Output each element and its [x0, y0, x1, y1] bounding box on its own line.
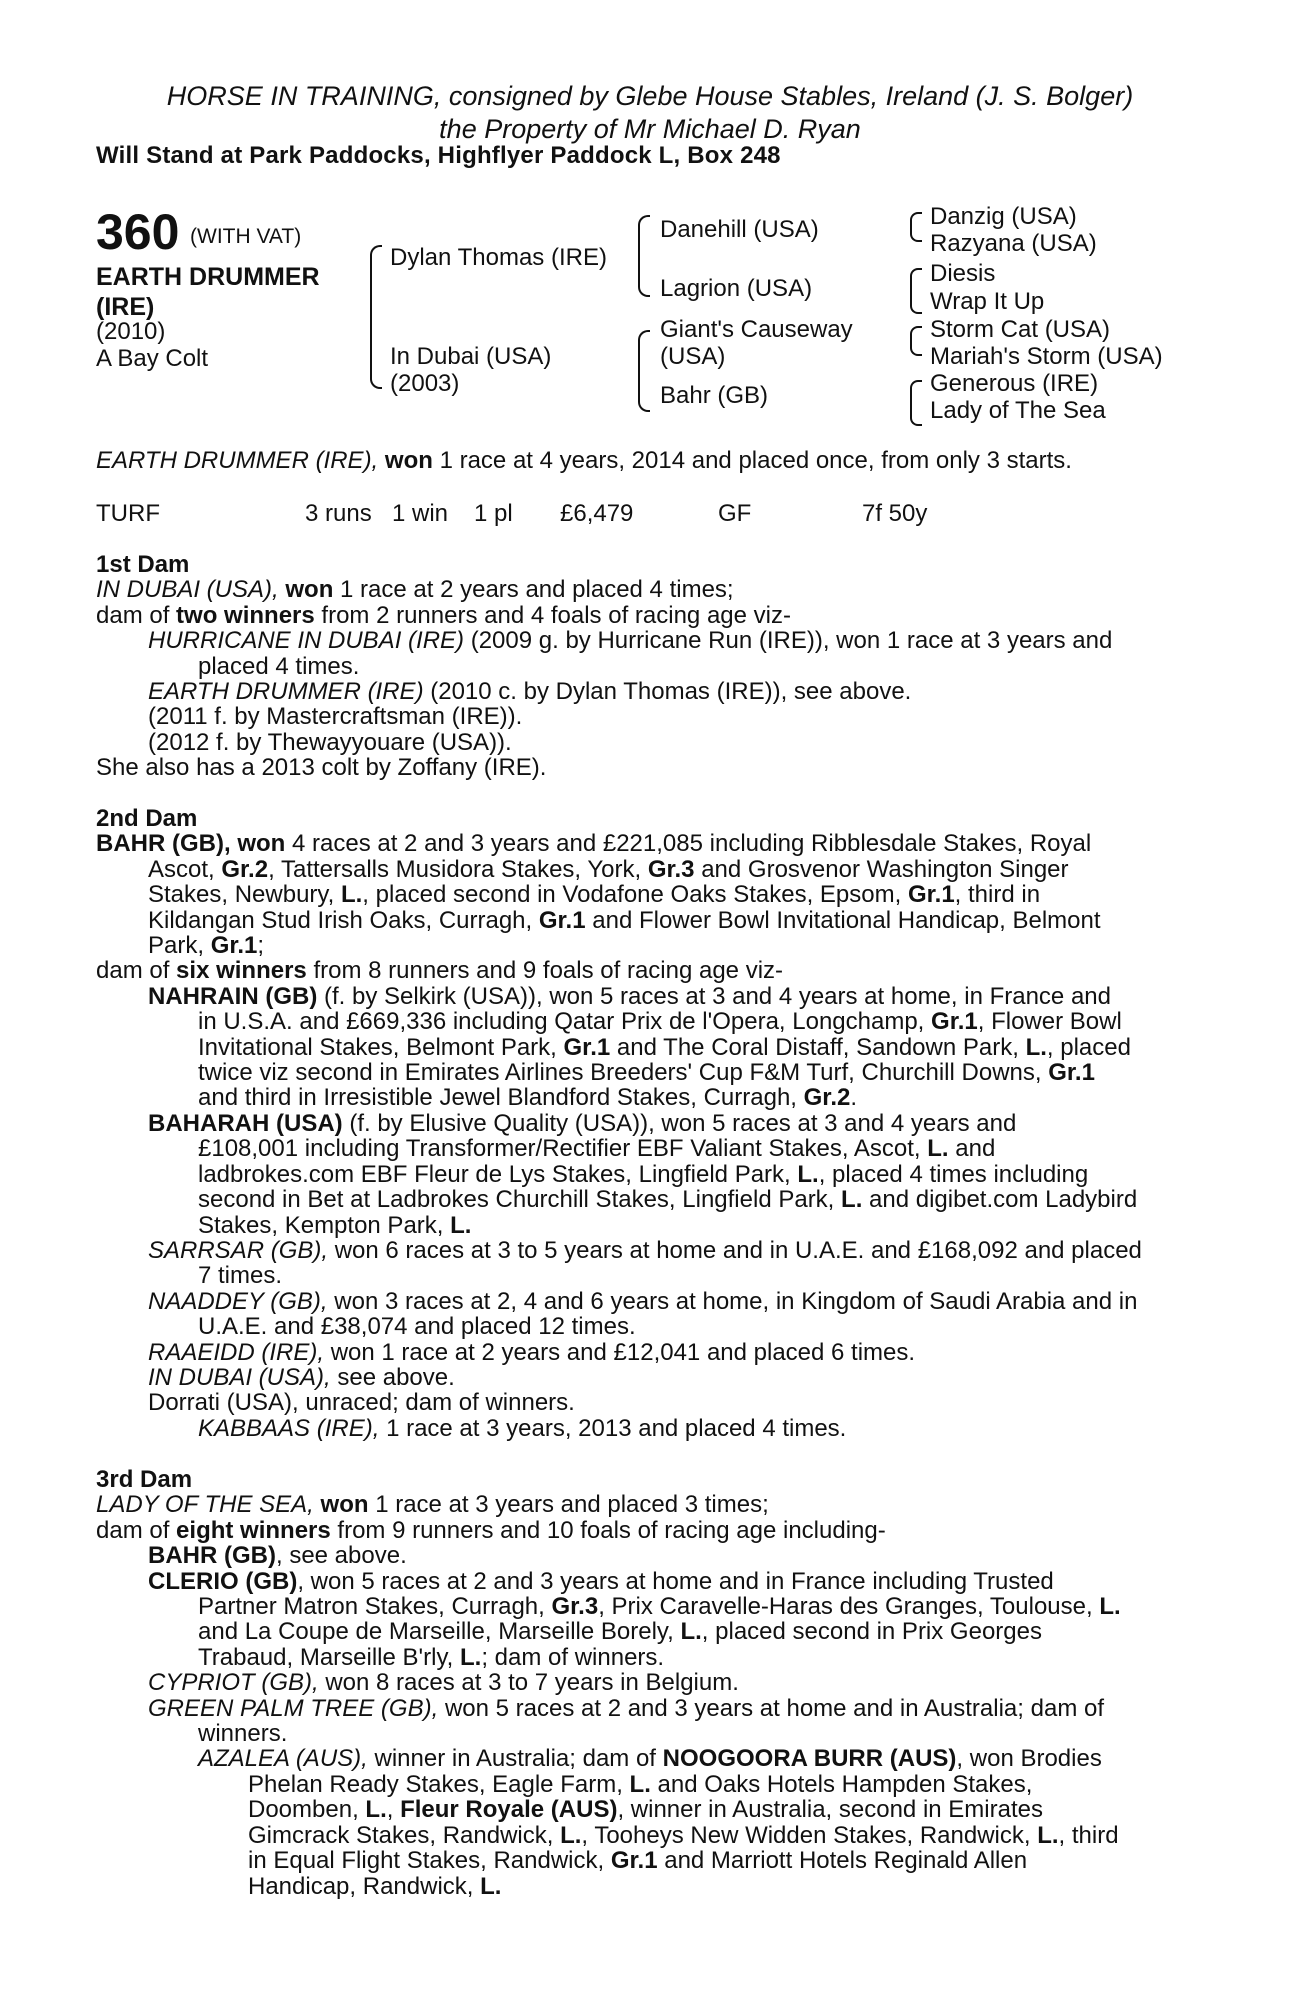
azalea-record: , third	[1058, 1821, 1119, 1849]
grade-badge: Gr.1	[931, 1008, 978, 1036]
nahrain-record: (f. by Selkirk (USA)), won 5 races at 3 and 4 years at home, in France and	[323, 982, 1111, 1010]
pedigree-brace-ss	[910, 212, 922, 242]
second-dam-text: Park,	[148, 932, 205, 960]
grade-badge: L.	[340, 881, 363, 909]
grade-badge: L.	[450, 1211, 472, 1239]
first-dam-won: won	[285, 576, 334, 604]
grade-badge: L.	[480, 1872, 502, 1900]
grade-badge: L.	[1037, 1821, 1059, 1849]
horse-description: A Bay Colt	[96, 345, 209, 372]
produce-green-palm-tree: GREEN PALM TREE (GB),	[148, 1694, 439, 1722]
grade-badge: Gr.2	[803, 1084, 851, 1112]
second-dam-text: ;	[257, 932, 265, 960]
produce-hurricane-in-dubai: HURRICANE IN DUBAI (IRE)	[148, 627, 465, 655]
produce-noogoora-burr: NOOGOORA BURR (AUS)	[662, 1745, 957, 1773]
nahrain-record: , Flower Bowl	[977, 1008, 1122, 1036]
produce-2011: (2011 f. by Mastercraftsman (IRE)).	[148, 703, 523, 731]
grade-badge: L.	[927, 1135, 949, 1163]
second-dam-name: BAHR (GB),	[96, 830, 231, 858]
second-dam-text: , placed second in Vodafone Oaks Stakes, Epsom,	[362, 881, 902, 909]
third-dam-name: LADY OF THE SEA,	[96, 1491, 314, 1519]
baharah-record: Stakes, Kempton Park,	[198, 1211, 444, 1239]
clerio-record: , won 5 races at 2 and 3 years at home and in France including Trusted	[297, 1567, 1054, 1595]
second-dam-section	[96, 806, 1206, 1441]
azalea-record: and Marriott Hotels Reginald Allen	[664, 1847, 1028, 1875]
third-dam-heading: 3rd Dam	[96, 1466, 193, 1493]
produce-earth-drummer: EARTH DRUMMER (IRE)	[148, 678, 424, 706]
record-wins: 1 win	[392, 500, 449, 527]
azalea-record: ,	[386, 1796, 394, 1824]
pedigree-brace-sire	[638, 215, 650, 297]
second-dam-record-1: 4 races at 2 and 3 years and £221,085 including Ribblesdale Stakes, Royal	[292, 830, 1092, 858]
second-dam-text: and Grosvenor Washington Singer	[701, 855, 1069, 883]
azalea-record: , Tooheys New Widden Stakes, Randwick,	[581, 1821, 1031, 1849]
grade-badge: L.	[797, 1160, 819, 1188]
second-dam-text: , Tattersalls Musidora Stakes, York,	[268, 855, 642, 883]
pedigree-dam-line1: In Dubai (USA)	[390, 343, 552, 370]
record-earnings: £6,479	[560, 500, 634, 527]
pedigree-sire-dam: Lagrion (USA)	[660, 275, 813, 302]
clerio-record: , Prix Caravelle-Haras des Granges, Toulouse,	[598, 1593, 1093, 1621]
azalea-record: Gimcrack Stakes, Randwick,	[248, 1821, 554, 1849]
clerio-record: Partner Matron Stakes, Curragh,	[198, 1593, 545, 1621]
produce-kabbaas: KABBAAS (IRE),	[198, 1414, 380, 1442]
produce-earth-drummer-note: (2010 c. by Dylan Thomas (IRE)), see above.	[430, 678, 912, 706]
grade-badge: Gr.1	[610, 1847, 658, 1875]
produce-fleur-royale: Fleur Royale (AUS)	[400, 1796, 618, 1824]
produce-nahrain: NAHRAIN (GB)	[148, 982, 318, 1010]
second-dam-text: Stakes, Newbury,	[148, 881, 335, 909]
sarrsar-record: won 6 races at 3 to 5 years at home and in U.A.E. and £168,092 and placed	[334, 1236, 1142, 1264]
raaeidd-record: won 1 race at 2 years and £12,041 and placed 6 times.	[330, 1338, 916, 1366]
naaddey-record-cont: U.A.E. and £38,074 and placed 12 times.	[198, 1313, 636, 1341]
horse-name	[96, 262, 356, 322]
record-going: GF	[718, 500, 752, 527]
pedigree-ddd: Lady of The Sea	[930, 397, 1106, 424]
grade-badge: L.	[629, 1770, 651, 1798]
produce-cypriot: CYPRIOT (GB),	[148, 1669, 319, 1697]
pedigree-brace-dd	[910, 380, 922, 426]
green-palm-tree-record-cont: winners.	[198, 1720, 288, 1748]
catalogue-header-line1: HORSE IN TRAINING, consigned by Glebe House Stables, Ireland (J. S. Bolger)	[166, 81, 1134, 111]
cypriot-record: won 8 races at 3 to 7 years in Belgium.	[325, 1669, 739, 1697]
second-dam-text: , third in	[954, 881, 1041, 909]
second-dam-winners-count: six winners	[176, 957, 307, 985]
record-runs: 3 runs	[305, 500, 372, 527]
pedigree-sire: Dylan Thomas (IRE)	[390, 244, 607, 271]
baharah-record: and	[955, 1135, 996, 1163]
second-dam-text: Ascot,	[148, 855, 215, 883]
grade-badge: Gr.1	[210, 932, 258, 960]
pedigree-dam-line2: (2003)	[390, 370, 460, 397]
pedigree-dam-sire-line1: Giant's Causeway	[660, 316, 853, 343]
azalea-record: winner in Australia; dam of	[374, 1745, 656, 1773]
grade-badge: Gr.3	[647, 855, 695, 883]
record-surface: TURF	[96, 500, 160, 527]
third-dam-section	[96, 1467, 1206, 1899]
pedigree-dam-sire-line2: (USA)	[660, 343, 726, 370]
sarrsar-record-cont: 7 times.	[198, 1262, 283, 1290]
clerio-record: and La Coupe de Marseille, Marseille Borely,	[198, 1618, 674, 1646]
clerio-record: , placed second in Prix Georges	[701, 1618, 1042, 1646]
azalea-record: Handicap, Randwick,	[248, 1872, 474, 1900]
second-dam-won: won	[237, 830, 286, 858]
produce-naaddey: NAADDEY (GB),	[148, 1287, 328, 1315]
naaddey-record: won 3 races at 2, 4 and 6 years at home, in Kingdom of Saudi Arabia and in	[334, 1287, 1138, 1315]
baharah-record: second in Bet at Ladbrokes Churchill Stakes, Lingfield Park,	[198, 1186, 835, 1214]
produce-in-dubai: IN DUBAI (USA),	[148, 1363, 331, 1391]
grade-badge: Gr.3	[551, 1593, 599, 1621]
pedigree-dds: Generous (IRE)	[930, 370, 1099, 397]
pedigree-dam-dam: Bahr (GB)	[660, 382, 769, 409]
nahrain-record: and third in Irresistible Jewel Blandford Stakes, Curragh,	[198, 1084, 797, 1112]
grade-badge: L.	[841, 1186, 863, 1214]
clerio-record: ; dam of winners.	[481, 1643, 665, 1671]
baharah-record: (f. by Elusive Quality (USA)), won 5 races at 3 and 4 years and	[349, 1109, 1017, 1137]
grade-badge: Gr.2	[221, 855, 269, 883]
produce-dorrati: Dorrati (USA), unraced; dam of winners.	[148, 1389, 575, 1417]
baharah-record: and digibet.com Ladybird	[869, 1186, 1138, 1214]
third-dam-winners-count: eight winners	[176, 1516, 331, 1544]
pedigree-sss: Danzig (USA)	[930, 203, 1077, 230]
grade-badge: L.	[560, 1821, 582, 1849]
second-dam-heading: 2nd Dam	[96, 805, 198, 832]
produce-baharah: BAHARAH (USA)	[148, 1109, 343, 1137]
second-dam-foals: from 8 runners and 9 foals of racing age viz-	[313, 957, 784, 985]
azalea-record: Doomben,	[248, 1796, 359, 1824]
produce-bahr: BAHR (GB)	[148, 1542, 276, 1570]
baharah-record: , placed 4 times including	[818, 1160, 1089, 1188]
kabbaas-record: 1 race at 3 years, 2013 and placed 4 times.	[386, 1414, 847, 1442]
stand-location: Will Stand at Park Paddocks, Highflyer Paddock L, Box 248	[96, 142, 781, 169]
catalogue-header-line2: the Property of Mr Michael D. Ryan	[439, 114, 861, 144]
grade-badge: Gr.1	[563, 1033, 611, 1061]
grade-badge: L.	[1025, 1033, 1047, 1061]
first-dam-section	[96, 552, 1206, 781]
nahrain-record: .	[850, 1084, 858, 1112]
grade-badge: Gr.1	[907, 881, 955, 909]
azalea-record: , winner in Australia, second in Emirates	[617, 1796, 1043, 1824]
produce-raaeidd: RAAEIDD (IRE),	[148, 1338, 325, 1366]
azalea-record: Phelan Ready Stakes, Eagle Farm,	[248, 1770, 623, 1798]
pedigree-brace-dam	[638, 330, 650, 412]
second-dam-text: Kildangan Stud Irish Oaks, Curragh,	[148, 906, 533, 934]
pedigree-dam-sire	[660, 316, 853, 370]
pedigree-dam	[390, 343, 551, 397]
produce-azalea: AZALEA (AUS),	[198, 1745, 368, 1773]
third-dam-won: won	[320, 1491, 369, 1519]
record-placed: 1 pl	[474, 500, 513, 527]
baharah-record: £108,001 including Transformer/Rectifier EBF Valiant Stakes, Ascot,	[198, 1135, 921, 1163]
nahrain-record: Invitational Stakes, Belmont Park,	[198, 1033, 557, 1061]
pedigree-brace-gen1	[370, 245, 382, 389]
produce-hurricane-record-cont: placed 4 times.	[198, 652, 360, 680]
pedigree-ssd: Razyana (USA)	[930, 230, 1097, 257]
pedigree-brace-ds	[910, 326, 922, 356]
pedigree-dsd: Mariah's Storm (USA)	[930, 343, 1163, 370]
first-dam-dam-of: dam of	[96, 601, 170, 629]
nahrain-record: and The Coral Distaff, Sandown Park,	[616, 1033, 1019, 1061]
grade-badge: L.	[460, 1643, 482, 1671]
first-dam-foals: from 2 runners and 4 foals of racing age viz-	[321, 601, 791, 629]
produce-2012: (2012 f. by Thewayyouare (USA)).	[148, 728, 512, 756]
pedigree-brace-sd	[910, 268, 922, 314]
nahrain-record: in U.S.A. and £669,336 including Qatar Prix de l'Opera, Longchamp,	[198, 1008, 925, 1036]
azalea-record: in Equal Flight Stakes, Randwick,	[248, 1847, 605, 1875]
grade-badge: L.	[365, 1796, 387, 1824]
pedigree-sire-sire: Danehill (USA)	[660, 216, 819, 243]
clerio-record: Trabaud, Marseille B'rly,	[198, 1643, 454, 1671]
first-dam-name: IN DUBAI (USA),	[96, 576, 279, 604]
grade-badge: L.	[1099, 1593, 1121, 1621]
first-dam-winners-count: two winners	[176, 601, 315, 629]
vat-note: (WITH VAT)	[190, 225, 302, 248]
green-palm-tree-record: won 5 races at 2 and 3 years at home and in Australia; dam of	[444, 1694, 1104, 1722]
third-dam-record: 1 race at 3 years and placed 3 times;	[375, 1491, 769, 1519]
race-summary	[96, 447, 1072, 475]
nahrain-record: , placed	[1046, 1033, 1131, 1061]
lot-number: 360	[96, 204, 180, 260]
horse-name-line2: (IRE)	[96, 293, 155, 321]
second-dam-dam-of: dam of	[96, 957, 170, 985]
pedigree-sdd: Wrap It Up	[930, 288, 1045, 315]
produce-clerio: CLERIO (GB)	[148, 1567, 298, 1595]
first-dam-heading: 1st Dam	[96, 551, 190, 578]
third-dam-foals: from 9 runners and 10 foals of racing age including-	[337, 1516, 886, 1544]
grade-badge: L.	[680, 1618, 702, 1646]
pedigree-dss: Storm Cat (USA)	[930, 316, 1111, 343]
summary-won: won	[384, 447, 433, 474]
horse-name-line1: EARTH DRUMMER	[96, 263, 320, 291]
foaling-year: (2010)	[96, 318, 166, 345]
grade-badge: Gr.1	[1048, 1059, 1095, 1087]
second-dam-text: and Flower Bowl Invitational Handicap, Belmont	[592, 906, 1101, 934]
baharah-record: ladbrokes.com EBF Fleur de Lys Stakes, Lingfield Park,	[198, 1160, 791, 1188]
produce-hurricane-record: (2009 g. by Hurricane Run (IRE)), won 1 race at 3 years and	[470, 627, 1113, 655]
nahrain-record: twice viz second in Emirates Airlines Breeders' Cup F&M Turf, Churchill Downs,	[198, 1059, 1042, 1087]
bahr-note: , see above.	[275, 1542, 407, 1570]
first-dam-record: 1 race at 2 years and placed 4 times;	[340, 576, 734, 604]
summary-horse-name: EARTH DRUMMER (IRE),	[96, 447, 379, 474]
summary-rest: 1 race at 4 years, 2014 and placed once, from only 3 starts.	[439, 447, 1072, 474]
third-dam-dam-of: dam of	[96, 1516, 170, 1544]
azalea-record: and Oaks Hotels Hampden Stakes,	[657, 1770, 1033, 1798]
first-dam-note: She also has a 2013 colt by Zoffany (IRE).	[96, 754, 547, 782]
record-distance: 7f 50y	[862, 500, 928, 527]
produce-sarrsar: SARRSAR (GB),	[148, 1236, 329, 1264]
azalea-record: , won Brodies	[956, 1745, 1102, 1773]
pedigree-sds: Diesis	[930, 260, 996, 287]
grade-badge: Gr.1	[538, 906, 586, 934]
in-dubai-note: see above.	[337, 1363, 455, 1391]
